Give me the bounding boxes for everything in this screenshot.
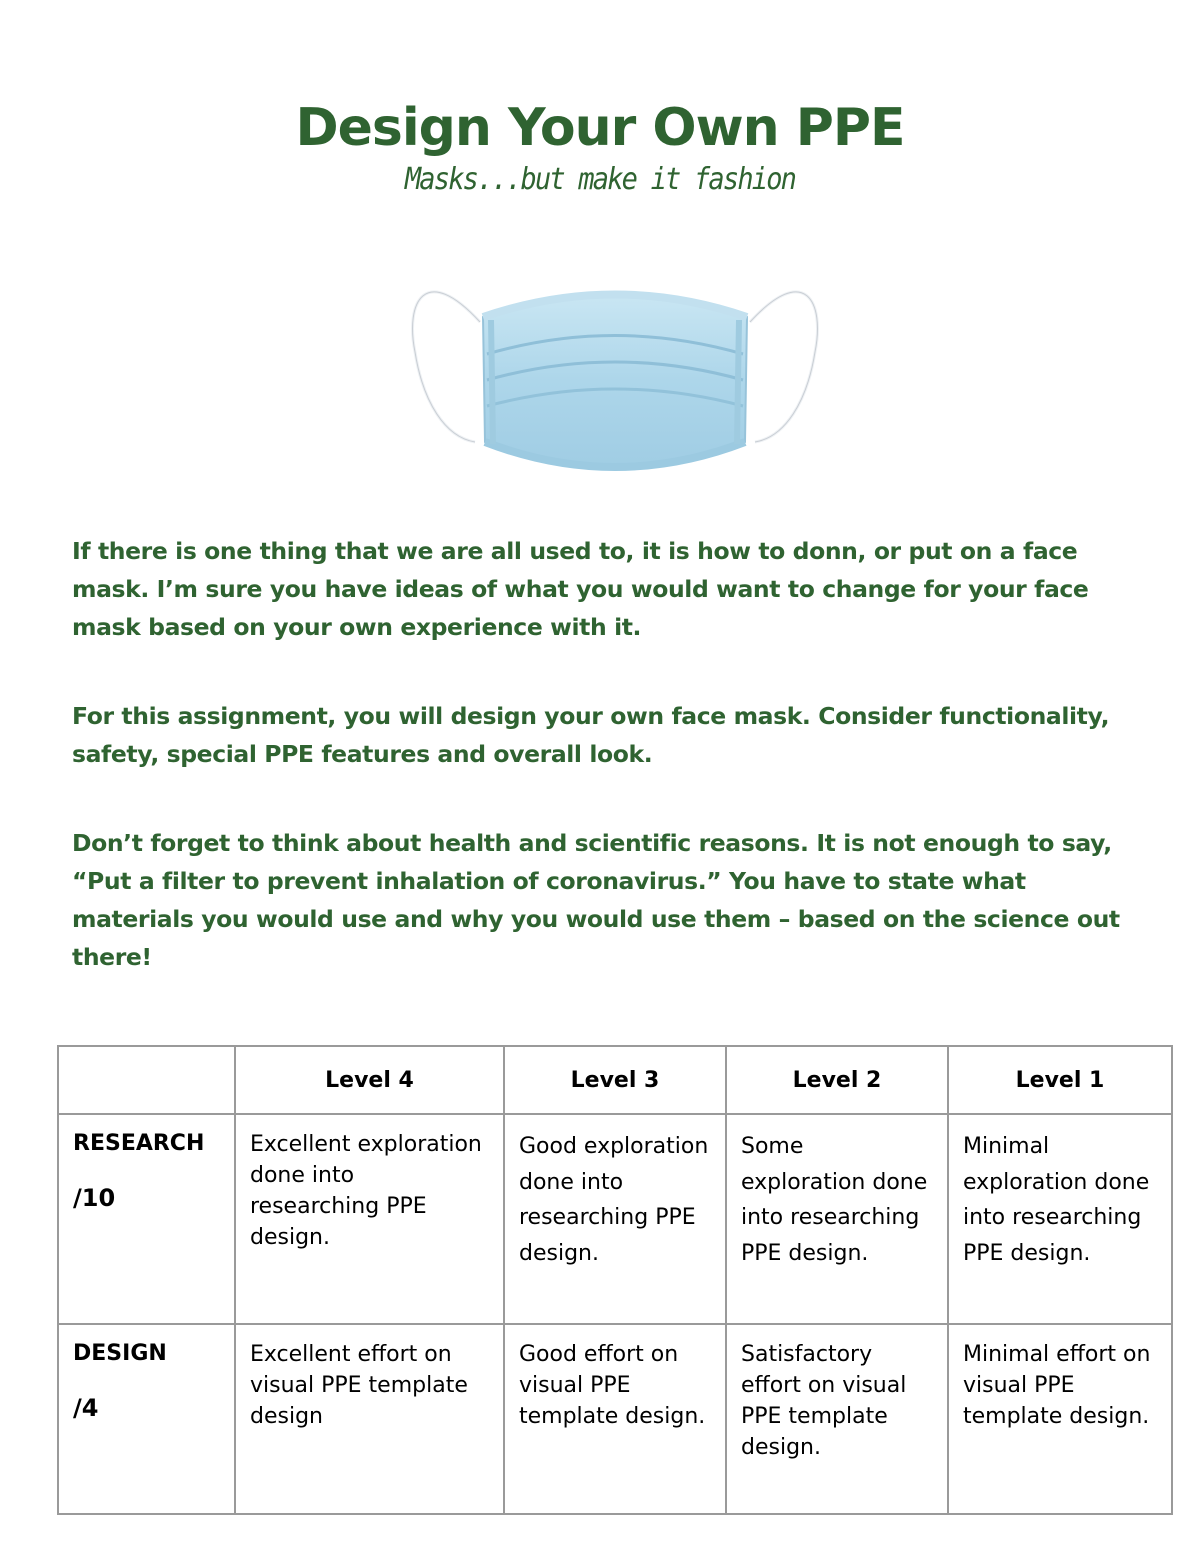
- criterion-score: /4: [73, 1394, 99, 1422]
- intro-paragraph: If there is one thing that we are all used to, it is how to donn, or put on a face mask. I’m sure you have ideas of what you would want to change for your face mask based on your own experience with it.: [72, 537, 1089, 641]
- rubric-cell: Minimal effort on visual PPE template design.: [948, 1324, 1172, 1514]
- rubric-header-level-1: Level 1: [948, 1046, 1172, 1114]
- rubric-header-level-3: Level 3: [504, 1046, 726, 1114]
- rubric-row-design: [58, 1324, 1172, 1514]
- rubric-row-research: [58, 1114, 1172, 1324]
- rubric-header-blank: [58, 1046, 235, 1114]
- rubric-cell: Satisfactory effort on visual PPE template design.: [726, 1324, 948, 1514]
- page-title: Design Your Own PPE: [295, 98, 905, 158]
- criterion-cell: [58, 1114, 235, 1324]
- rubric-cell: Excellent exploration done into researching PPE design.: [235, 1114, 504, 1324]
- criterion-cell: [58, 1324, 235, 1514]
- assignment-paragraph: For this assignment, you will design your own face mask. Consider functionality, safety, special PPE features and overall look.: [72, 702, 1110, 768]
- rubric-header-row: [58, 1046, 1172, 1114]
- page-subtitle: Masks...but make it fashion: [404, 162, 796, 197]
- surgical-mask-icon: [405, 262, 825, 482]
- rubric-cell: Good effort on visual PPE template design.: [504, 1324, 726, 1514]
- rubric-header-level-4: Level 4: [235, 1046, 504, 1114]
- rubric-cell: Good exploration done into researching PPE design.: [504, 1114, 726, 1324]
- criterion-name: RESEARCH: [73, 1131, 205, 1156]
- rubric-cell: Some exploration done into researching PPE design.: [726, 1114, 948, 1324]
- criterion-score: /10: [73, 1184, 116, 1212]
- rubric-cell: Minimal exploration done into researching PPE design.: [948, 1114, 1172, 1324]
- rubric-table: [57, 1045, 1173, 1515]
- criterion-name: DESIGN: [73, 1341, 167, 1366]
- science-paragraph: Don’t forget to think about health and scientific reasons. It is not enough to say, “Put a filter to prevent inhalation of coronavirus.” You have to state what materials you would use and why you would use them – based on the science out there!: [72, 829, 1120, 971]
- rubric-header-level-2: Level 2: [726, 1046, 948, 1114]
- rubric-cell: Excellent effort on visual PPE template design: [235, 1324, 504, 1514]
